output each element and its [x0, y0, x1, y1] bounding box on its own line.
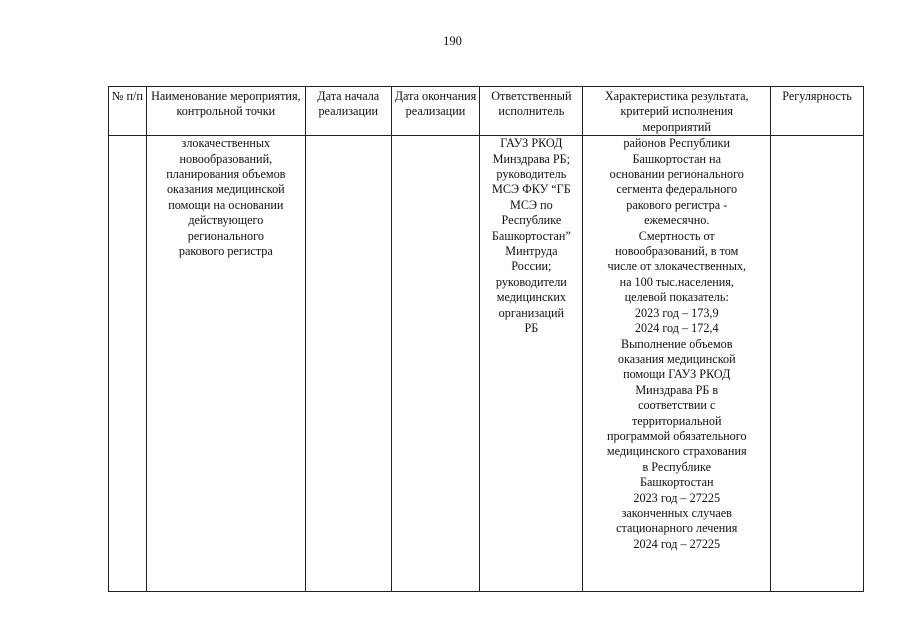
- cell-text-line: районов Республики: [623, 136, 731, 151]
- cell-text-line: 2024 год – 27225: [633, 536, 721, 551]
- cell-text-line: Смертность от: [638, 228, 715, 243]
- cell-text-line: числе от злокачественных,: [607, 259, 747, 274]
- cell-text-line: ракового регистра -: [626, 197, 728, 212]
- cell-text-line: регионального: [187, 228, 264, 243]
- cell-text-line: Минздрава РБ;: [492, 151, 571, 166]
- page-number: 190: [443, 34, 462, 48]
- cell-text-line: МСЭ ФКУ “ГБ: [492, 182, 571, 197]
- cell-name: [146, 136, 305, 592]
- cell-text-line: медицинского страхования: [606, 444, 747, 459]
- cell-text-line: новообразований, в том: [615, 244, 739, 259]
- cell-text-line: соответствии с: [638, 398, 716, 413]
- cell-text-line: в Республике: [642, 459, 712, 474]
- header-end-date: Дата окончания реализации: [391, 87, 480, 136]
- cell-number: [109, 136, 147, 592]
- measures-table: [108, 86, 864, 592]
- header-number: № п/п: [109, 87, 147, 136]
- cell-text-line: ракового регистра: [178, 244, 273, 259]
- cell-text-line: помощи ГАУЗ РКОД: [623, 367, 731, 382]
- table-header-row: [109, 87, 864, 136]
- cell-text-line: руководитель: [496, 167, 567, 182]
- cell-text-line: сегмента федерального: [616, 182, 738, 197]
- cell-text-line: медицинских: [496, 290, 566, 305]
- cell-text-line: Республике: [501, 213, 562, 228]
- cell-text-line: Выполнение объемов: [620, 336, 733, 351]
- header-name: Наименование мероприятия, контрольной точки: [146, 87, 305, 136]
- cell-text-line: ГАУЗ РКОД: [500, 136, 563, 151]
- cell-text-line: основании регионального: [609, 167, 744, 182]
- cell-text-line: злокачественных: [181, 136, 271, 151]
- cell-text-line: ежемесячно.: [644, 213, 710, 228]
- cell-text-line: организаций: [498, 305, 565, 320]
- cell-start-date: [305, 136, 391, 592]
- cell-text-line: Башкортостан”: [491, 228, 571, 243]
- cell-text-line: 2023 год – 173,9: [634, 305, 719, 320]
- cell-responsible: [480, 136, 583, 592]
- cell-text-line: РБ: [524, 321, 539, 336]
- cell-text-line: новообразований,: [179, 151, 273, 166]
- cell-text-line: 2023 год – 27225: [633, 490, 721, 505]
- cell-text-line: территориальной: [631, 413, 722, 428]
- cell-end-date: [391, 136, 480, 592]
- header-result: Характеристика результата, критерий исполнения мероприятий: [583, 87, 771, 136]
- header-regularity: Регулярность: [771, 87, 864, 136]
- cell-text-line: Башкортостан на: [632, 151, 721, 166]
- cell-text-line: стационарного лечения: [616, 521, 738, 536]
- cell-text-line: помощи на основании: [168, 197, 284, 212]
- cell-result: [583, 136, 771, 592]
- cell-text-line: руководители: [495, 274, 567, 289]
- cell-text-line: Минздрава РБ в: [635, 382, 719, 397]
- cell-text-line: Башкортостан: [640, 475, 714, 490]
- cell-text-line: МСЭ по: [510, 197, 553, 212]
- header-responsible: Ответственный исполнитель: [480, 87, 583, 136]
- cell-text-line: 2024 год – 172,4: [634, 321, 719, 336]
- cell-text-line: Минтруда: [505, 244, 558, 259]
- cell-text-line: законченных случаев: [621, 505, 732, 520]
- header-start-date: Дата начала реализации: [305, 87, 391, 136]
- cell-regularity: [771, 136, 864, 592]
- cell-text-line: действующего: [188, 213, 264, 228]
- cell-text-line: оказания медицинской: [617, 351, 736, 366]
- cell-text-line: России;: [511, 259, 552, 274]
- cell-text-line: планирования объемов: [166, 167, 286, 182]
- table-row: [109, 136, 864, 592]
- cell-text-line: целевой показатель:: [624, 290, 729, 305]
- cell-text-line: оказания медицинской: [166, 182, 285, 197]
- cell-text-line: программой обязательного: [606, 428, 747, 443]
- cell-text-line: на 100 тыс.населения,: [619, 274, 734, 289]
